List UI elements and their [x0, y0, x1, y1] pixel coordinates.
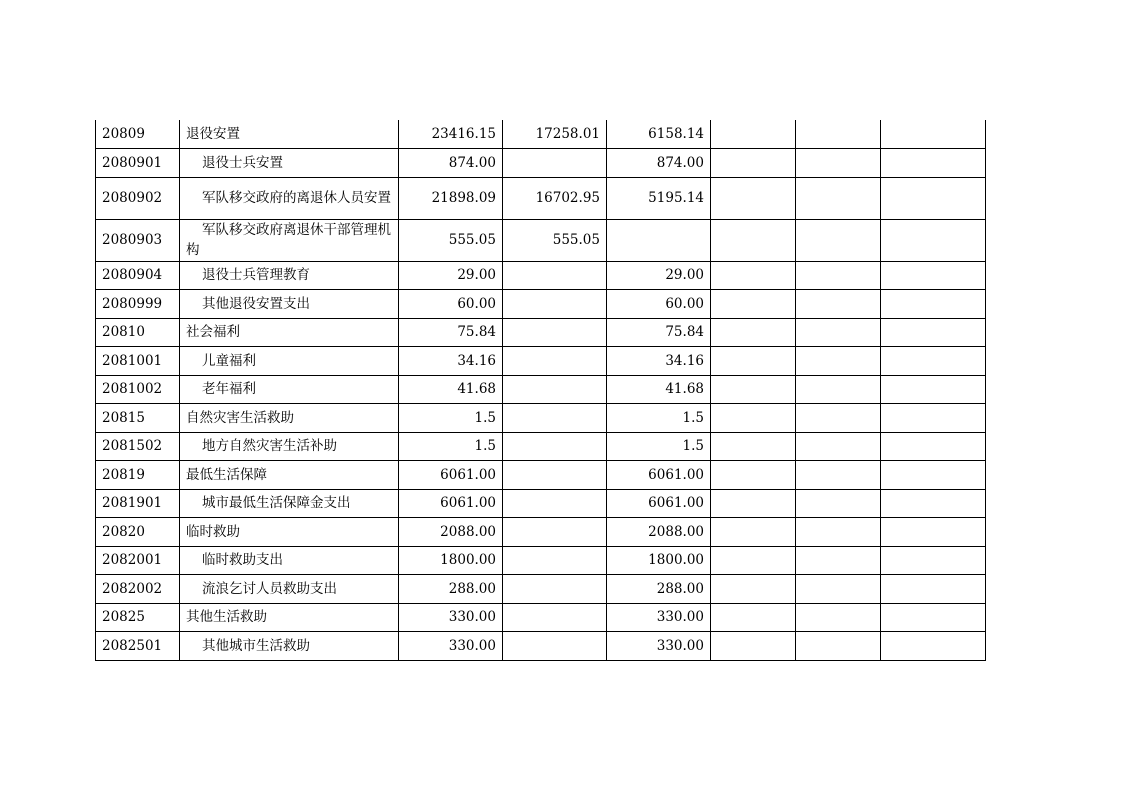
blank-cell — [711, 375, 796, 404]
blank-cell — [881, 375, 986, 404]
project-expenditure-cell: 1.5 — [607, 404, 711, 433]
account-code-cell: 2082002 — [96, 575, 180, 604]
blank-cell — [796, 575, 881, 604]
total-amount-cell: 6061.00 — [399, 489, 503, 518]
basic-expenditure-cell: 555.05 — [503, 219, 607, 261]
project-expenditure-cell: 75.84 — [607, 318, 711, 347]
blank-cell — [796, 518, 881, 547]
account-code-cell: 2080999 — [96, 290, 180, 319]
blank-cell — [711, 546, 796, 575]
table-row — [96, 375, 986, 404]
table-row — [96, 177, 986, 219]
account-name-cell: 城市最低生活保障金支出 — [180, 489, 399, 518]
account-name-cell: 军队移交政府的离退休人员安置 — [180, 177, 399, 219]
table-row — [96, 575, 986, 604]
blank-cell — [711, 120, 796, 149]
project-expenditure-cell — [607, 219, 711, 261]
blank-cell — [881, 518, 986, 547]
blank-cell — [796, 318, 881, 347]
table-row — [96, 603, 986, 632]
blank-cell — [711, 632, 796, 661]
blank-cell — [796, 461, 881, 490]
project-expenditure-cell: 6158.14 — [607, 120, 711, 149]
blank-cell — [796, 261, 881, 290]
blank-cell — [711, 318, 796, 347]
blank-cell — [796, 432, 881, 461]
blank-cell — [796, 603, 881, 632]
total-amount-cell: 41.68 — [399, 375, 503, 404]
basic-expenditure-cell — [503, 318, 607, 347]
total-amount-cell: 75.84 — [399, 318, 503, 347]
account-code-cell: 2082501 — [96, 632, 180, 661]
total-amount-cell: 29.00 — [399, 261, 503, 290]
table-row — [96, 149, 986, 178]
project-expenditure-cell: 1.5 — [607, 432, 711, 461]
blank-cell — [796, 149, 881, 178]
total-amount-cell: 6061.00 — [399, 461, 503, 490]
project-expenditure-cell: 874.00 — [607, 149, 711, 178]
table-row — [96, 318, 986, 347]
account-code-cell: 2080904 — [96, 261, 180, 290]
basic-expenditure-cell — [503, 489, 607, 518]
table-row — [96, 404, 986, 433]
account-name-cell: 最低生活保障 — [180, 461, 399, 490]
project-expenditure-cell: 60.00 — [607, 290, 711, 319]
total-amount-cell: 34.16 — [399, 347, 503, 376]
blank-cell — [881, 432, 986, 461]
blank-cell — [881, 177, 986, 219]
basic-expenditure-cell — [503, 518, 607, 547]
account-code-cell: 2081502 — [96, 432, 180, 461]
blank-cell — [711, 149, 796, 178]
blank-cell — [711, 518, 796, 547]
basic-expenditure-cell — [503, 290, 607, 319]
account-code-cell: 2082001 — [96, 546, 180, 575]
blank-cell — [796, 120, 881, 149]
blank-cell — [711, 347, 796, 376]
blank-cell — [881, 290, 986, 319]
account-name-cell: 临时救助支出 — [180, 546, 399, 575]
account-code-cell: 20815 — [96, 404, 180, 433]
account-code-cell: 20825 — [96, 603, 180, 632]
project-expenditure-cell: 5195.14 — [607, 177, 711, 219]
project-expenditure-cell: 2088.00 — [607, 518, 711, 547]
account-code-cell: 20810 — [96, 318, 180, 347]
account-name-cell: 其他城市生活救助 — [180, 632, 399, 661]
blank-cell — [796, 632, 881, 661]
blank-cell — [796, 177, 881, 219]
account-name-cell: 流浪乞讨人员救助支出 — [180, 575, 399, 604]
budget-expenditure-table — [95, 120, 986, 661]
account-name-cell: 老年福利 — [180, 375, 399, 404]
total-amount-cell: 330.00 — [399, 632, 503, 661]
basic-expenditure-cell: 16702.95 — [503, 177, 607, 219]
basic-expenditure-cell — [503, 461, 607, 490]
blank-cell — [881, 575, 986, 604]
basic-expenditure-cell — [503, 575, 607, 604]
account-code-cell: 2081002 — [96, 375, 180, 404]
blank-cell — [881, 404, 986, 433]
table-row — [96, 290, 986, 319]
blank-cell — [881, 318, 986, 347]
blank-cell — [881, 461, 986, 490]
blank-cell — [796, 404, 881, 433]
account-code-cell: 2081901 — [96, 489, 180, 518]
account-code-cell: 2081001 — [96, 347, 180, 376]
table-row — [96, 120, 986, 149]
blank-cell — [711, 404, 796, 433]
project-expenditure-cell: 34.16 — [607, 347, 711, 376]
total-amount-cell: 288.00 — [399, 575, 503, 604]
project-expenditure-cell: 41.68 — [607, 375, 711, 404]
table-row — [96, 461, 986, 490]
account-name-cell: 退役士兵安置 — [180, 149, 399, 178]
account-name-cell: 退役安置 — [180, 120, 399, 149]
table-row — [96, 261, 986, 290]
account-name-cell: 临时救助 — [180, 518, 399, 547]
account-code-cell: 2080903 — [96, 219, 180, 261]
project-expenditure-cell: 29.00 — [607, 261, 711, 290]
account-code-cell: 20820 — [96, 518, 180, 547]
blank-cell — [711, 261, 796, 290]
total-amount-cell: 1.5 — [399, 404, 503, 433]
basic-expenditure-cell — [503, 149, 607, 178]
project-expenditure-cell: 288.00 — [607, 575, 711, 604]
basic-expenditure-cell — [503, 432, 607, 461]
total-amount-cell: 23416.15 — [399, 120, 503, 149]
account-name-cell: 其他生活救助 — [180, 603, 399, 632]
blank-cell — [881, 261, 986, 290]
blank-cell — [711, 489, 796, 518]
blank-cell — [711, 219, 796, 261]
blank-cell — [796, 219, 881, 261]
blank-cell — [881, 347, 986, 376]
blank-cell — [881, 219, 986, 261]
table-row — [96, 632, 986, 661]
account-name-cell: 社会福利 — [180, 318, 399, 347]
account-name-cell: 自然灾害生活救助 — [180, 404, 399, 433]
table-row — [96, 546, 986, 575]
account-name-cell: 军队移交政府离退休干部管理机构 — [180, 219, 399, 261]
account-name-cell: 退役士兵管理教育 — [180, 261, 399, 290]
total-amount-cell: 1800.00 — [399, 546, 503, 575]
account-code-cell: 2080902 — [96, 177, 180, 219]
blank-cell — [711, 461, 796, 490]
basic-expenditure-cell — [503, 546, 607, 575]
project-expenditure-cell: 6061.00 — [607, 461, 711, 490]
table-row — [96, 489, 986, 518]
project-expenditure-cell: 6061.00 — [607, 489, 711, 518]
basic-expenditure-cell — [503, 347, 607, 376]
blank-cell — [711, 603, 796, 632]
project-expenditure-cell: 330.00 — [607, 632, 711, 661]
blank-cell — [711, 432, 796, 461]
table-row — [96, 347, 986, 376]
project-expenditure-cell: 330.00 — [607, 603, 711, 632]
blank-cell — [711, 177, 796, 219]
blank-cell — [881, 546, 986, 575]
total-amount-cell: 330.00 — [399, 603, 503, 632]
table-body — [96, 120, 986, 660]
blank-cell — [796, 489, 881, 518]
basic-expenditure-cell: 17258.01 — [503, 120, 607, 149]
total-amount-cell: 2088.00 — [399, 518, 503, 547]
total-amount-cell: 874.00 — [399, 149, 503, 178]
basic-expenditure-cell — [503, 375, 607, 404]
blank-cell — [796, 546, 881, 575]
basic-expenditure-cell — [503, 404, 607, 433]
blank-cell — [711, 575, 796, 604]
account-code-cell: 2080901 — [96, 149, 180, 178]
blank-cell — [881, 489, 986, 518]
basic-expenditure-cell — [503, 603, 607, 632]
total-amount-cell: 21898.09 — [399, 177, 503, 219]
account-code-cell: 20819 — [96, 461, 180, 490]
blank-cell — [711, 290, 796, 319]
basic-expenditure-cell — [503, 261, 607, 290]
account-name-cell: 地方自然灾害生活补助 — [180, 432, 399, 461]
total-amount-cell: 60.00 — [399, 290, 503, 319]
total-amount-cell: 555.05 — [399, 219, 503, 261]
table-row — [96, 518, 986, 547]
blank-cell — [796, 375, 881, 404]
blank-cell — [796, 347, 881, 376]
blank-cell — [881, 149, 986, 178]
blank-cell — [881, 603, 986, 632]
blank-cell — [881, 632, 986, 661]
project-expenditure-cell: 1800.00 — [607, 546, 711, 575]
account-name-cell: 儿童福利 — [180, 347, 399, 376]
account-name-cell: 其他退役安置支出 — [180, 290, 399, 319]
basic-expenditure-cell — [503, 632, 607, 661]
table-row — [96, 432, 986, 461]
account-code-cell: 20809 — [96, 120, 180, 149]
table-row — [96, 219, 986, 261]
blank-cell — [796, 290, 881, 319]
blank-cell — [881, 120, 986, 149]
total-amount-cell: 1.5 — [399, 432, 503, 461]
